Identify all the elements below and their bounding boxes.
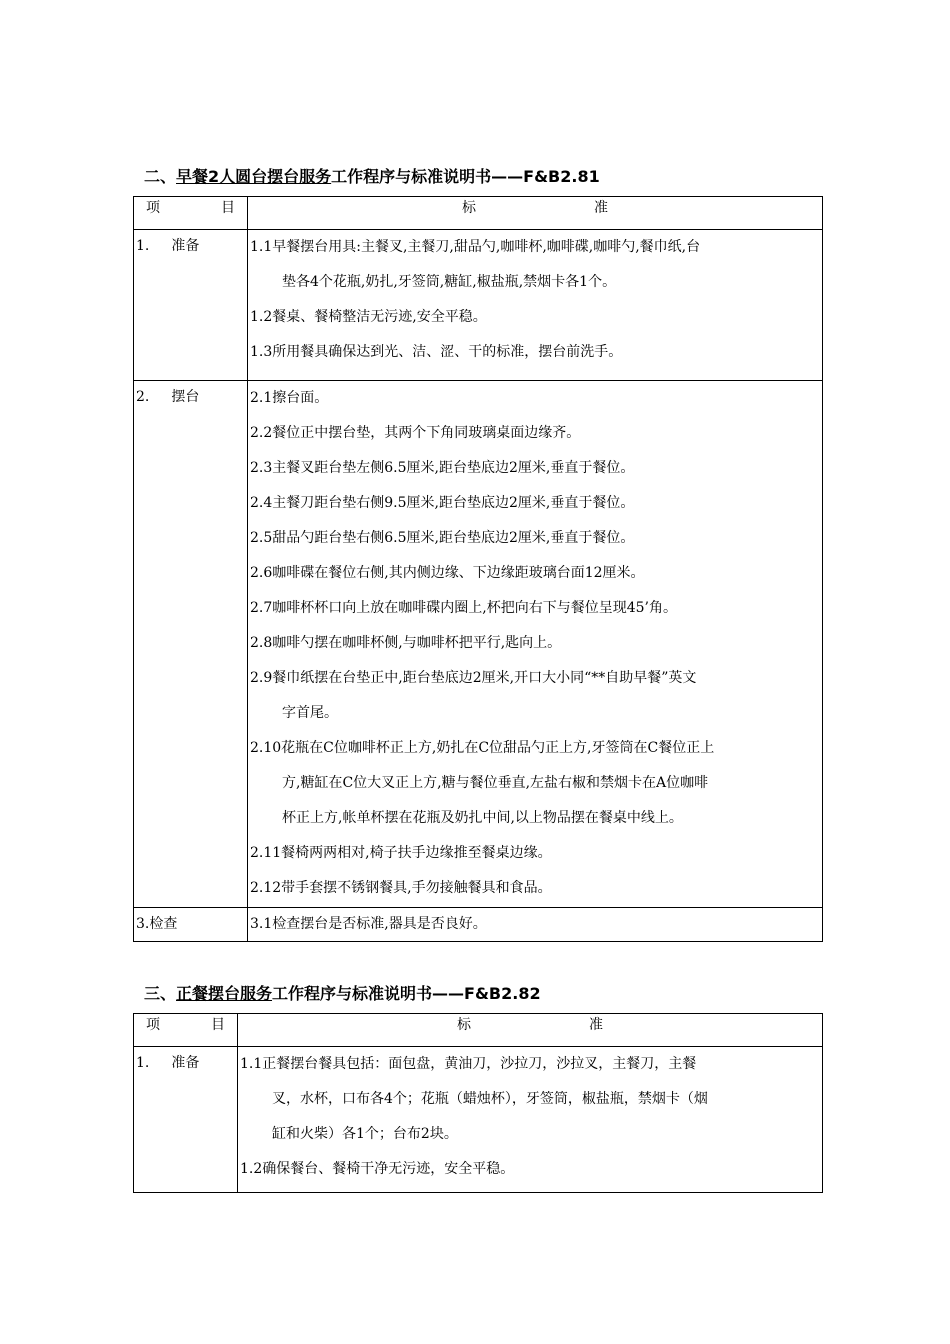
list-item [248,300,822,335]
list-item [238,1152,822,1187]
list-item [248,416,822,451]
header-std-a: 标 [457,1017,471,1033]
entry-text: 1.3所用餐具确保达到光、洁、涩、干的标准，摆台前洗手。 [250,344,623,360]
item-cell [134,908,248,942]
item-name: 检查 [149,916,178,932]
list-item [248,626,822,661]
entry-continuation: 垫各4个花瓶,奶扎,牙签筒,糖缸,椒盐瓶,禁烟卡各1个。 [282,274,617,290]
header-standard-cell [238,1014,823,1047]
entry-text: 2.4主餐刀距台垫右侧9.5厘米,距台垫底边2厘米,垂直于餐位。 [250,495,635,511]
section1-table [133,196,823,942]
list-item [248,521,822,556]
standard-cell [248,381,823,908]
list-item [248,591,822,626]
section2-table [133,1013,823,1193]
list-item [248,381,822,416]
header-item-b: 目 [221,200,235,216]
list-item [248,908,822,941]
list-item [248,451,822,486]
item-number: 2. [136,389,150,405]
item-number: 3. [136,916,150,932]
section1-title-prefix: 二、 [144,167,177,186]
entry-text: 2.3主餐叉距台垫左侧6.5厘米,距台垫底边2厘米,垂直于餐位。 [250,460,635,476]
table-header-row [134,197,823,230]
header-std-a: 标 [462,200,476,216]
entry-continuation: 叉，水杯，口布各4个；花瓶（蜡烛杯），牙签筒，椒盐瓶，禁烟卡（烟 [272,1091,708,1107]
entry-text: 2.2餐位正中摆台垫，其两个下角同玻璃桌面边缘齐。 [250,425,581,441]
table-row [134,908,823,942]
header-item-cell [134,1014,238,1047]
entry-continuation: 杯正上方,帐单杯摆在花瓶及奶扎中间,以上物品摆在餐桌中线上。 [282,810,683,826]
list-item [248,836,822,871]
header-std-b: 准 [594,200,608,216]
entry-text: 2.6咖啡碟在餐位右侧,其内侧边缘、下边缘距玻璃台面12厘米。 [250,565,645,581]
entry-text: 1.2确保餐台、餐椅干净无污迹，安全平稳。 [240,1161,515,1177]
entry-text: 2.5甜品勺距台垫右侧6.5厘米,距台垫底边2厘米,垂直于餐位。 [250,530,635,546]
item-cell [134,381,248,908]
standard-cell [248,908,823,942]
section1-title-rest: 工作程序与标准说明书——F&B2.81 [331,167,600,186]
list-item [248,871,822,906]
header-std-b: 准 [589,1017,603,1033]
header-standard-cell [248,197,823,230]
table-row [134,381,823,908]
entry-text: 3.1检查摆台是否标准,器具是否良好。 [250,916,487,932]
item-name: 准备 [171,1055,200,1071]
list-item [248,335,822,370]
item-cell [134,1047,238,1193]
section2-title-prefix: 三、 [144,984,177,1003]
header-item-a: 项 [146,1017,160,1033]
section1-title [144,164,600,187]
section2-title [144,981,541,1004]
list-item [248,731,822,836]
list-item [248,661,822,731]
list-item [248,230,822,300]
item-number: 1. [136,238,150,254]
header-item-cell [134,197,248,230]
entry-text: 2.8咖啡勺摆在咖啡杯侧,与咖啡杯把平行,匙向上。 [250,635,562,651]
entry-continuation: 方,糖缸在C位大叉正上方,糖与餐位垂直,左盐右椒和禁烟卡在A位咖啡 [282,775,709,791]
list-item [248,556,822,591]
section2-title-underlined: 正餐摆台服务 [176,984,273,1003]
entry-text: 1.1正餐摆台餐具包括：面包盘，黄油刀，沙拉刀，沙拉叉，主餐刀，主餐 [240,1056,697,1072]
item-name: 摆台 [171,389,200,405]
entry-text: 2.10花瓶在C位咖啡杯正上方,奶扎在C位甜品勺正上方,牙签筒在C餐位正上 [250,740,715,756]
entry-text: 2.1擦台面。 [250,390,329,406]
header-item-b: 目 [211,1017,225,1033]
section1-title-underlined: 早餐2人圆台摆台服务 [176,167,332,186]
standard-cell [248,230,823,381]
table-row [134,230,823,381]
item-cell [134,230,248,381]
table-row [134,1047,823,1193]
entry-text: 2.11餐椅两两相对,椅子扶手边缘推至餐桌边缘。 [250,845,552,861]
section2-title-rest: 工作程序与标准说明书——F&B2.82 [272,984,541,1003]
standard-cell [238,1047,823,1193]
table-header-row [134,1014,823,1047]
item-name: 准备 [171,238,200,254]
entry-continuation: 缸和火柴）各1个；台布2块。 [272,1126,458,1142]
entry-text: 2.12带手套摆不锈钢餐具,手勿接触餐具和食品。 [250,880,552,896]
entry-text: 1.1早餐摆台用具:主餐叉,主餐刀,甜品勺,咖啡杯,咖啡碟,咖啡勺,餐巾纸,台 [250,239,701,255]
item-number: 1. [136,1055,150,1071]
entry-text: 1.2餐桌、餐椅整洁无污迹,安全平稳。 [250,309,487,325]
entry-text: 2.9餐巾纸摆在台垫正中,距台垫底边2厘米,开口大小同“**自助早餐”英文 [250,670,697,686]
list-item [248,486,822,521]
entry-text: 2.7咖啡杯杯口向上放在咖啡碟内圈上,杯把向右下与餐位呈现45’角。 [250,600,677,616]
entry-continuation: 字首尾。 [282,705,338,721]
header-item-a: 项 [146,200,160,216]
list-item [238,1047,822,1152]
